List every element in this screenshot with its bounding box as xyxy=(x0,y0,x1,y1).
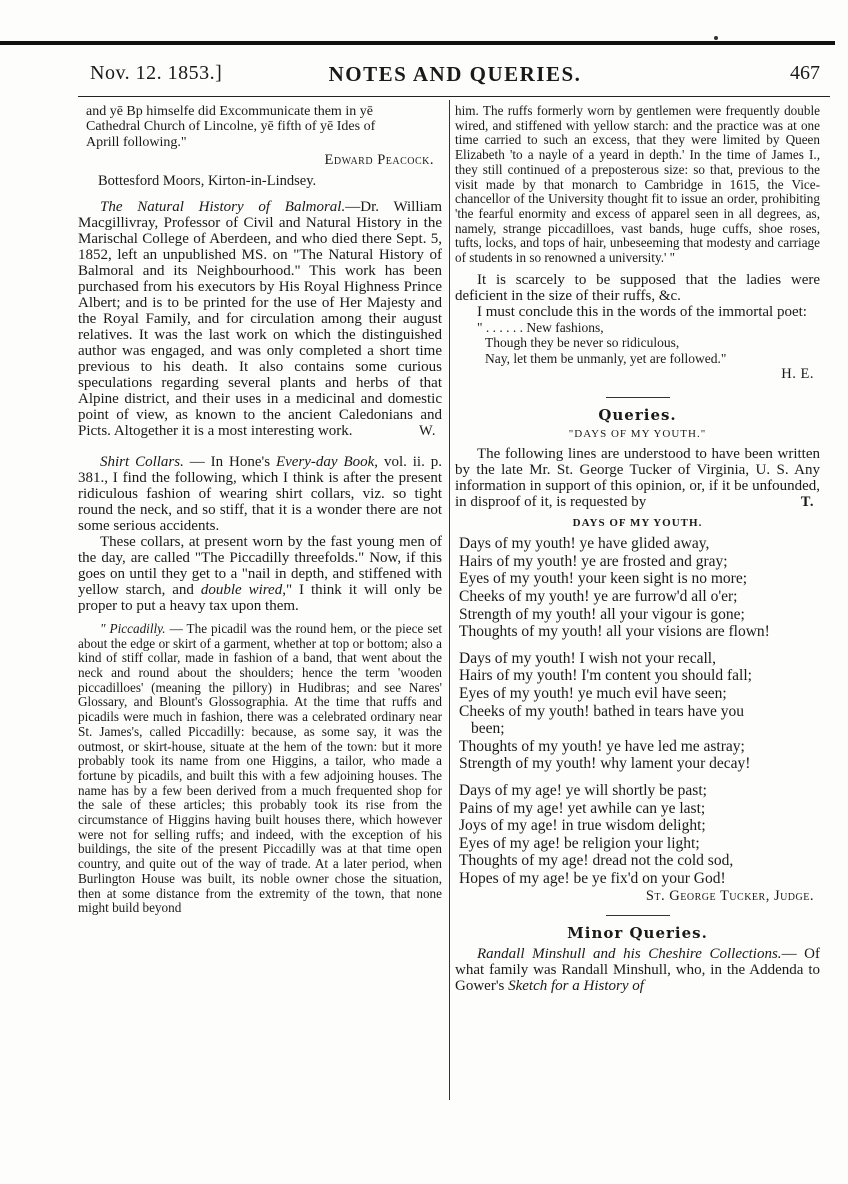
poem-stanza-3 xyxy=(455,782,820,888)
poem-line: Eyes of my age! be religion your light; xyxy=(459,834,700,852)
poem-line: Joys of my age! in true wisdom delight; xyxy=(459,817,706,835)
shirt-text-b: , vol. ii. p. 381., I find the following, which I think is after the present ridiculous fashion of wearing shirt collars, viz. so tight round the neck, and so stiff, that it is a wonder there are not some serious accidents. xyxy=(78,453,442,534)
poem-line: Eyes of my youth! ye much evil have seen; xyxy=(459,684,727,702)
poet-quote-line: Nay, let them be unmanly, yet are followed." xyxy=(485,350,727,366)
signature-w: W. xyxy=(419,422,436,439)
shirt-p2-b: ," I think it will only be proper to put a heavy tax upon them. xyxy=(78,581,442,614)
minor-queries-heading: Minor Queries. xyxy=(567,923,708,942)
poem-line: Strength of my youth! all your vigour is gone; xyxy=(459,605,745,623)
poem-line: Hairs of my youth! I'm content you should fall; xyxy=(459,667,752,685)
poem-line: Cheeks of my youth! ye are furrow'd all o'er; xyxy=(459,588,738,606)
intro-line: and yē Bp himselfe did Excommunicate them in yē xyxy=(86,104,373,119)
top-rule xyxy=(0,41,835,45)
queries-heading: Queries. xyxy=(598,406,677,425)
journal-title: NOTES AND QUERIES. xyxy=(328,62,582,86)
poet-quote-line: " . . . . . . New fashions, xyxy=(477,319,604,335)
piccadilly-text: — The picadil was the round hem, or the piece set about the edge or skirt of a garment, whether at top or bottom; also a kind of stiff collar, made in fashion of a band, that went about the neck and round about the shoulders; hence the term 'wooden piccadilloes' (meaning the pillory) in Hudibras; and see Nares' Glossary, and Blount's Glossographia. At the time that ruffs and picadils were much in fashion, there was a celebrated ordinary near St. James's, called Piccadilly: because, as some say, it was the outmost, or skirt-house, situate at the hem of the town: but it more probably took its name from one Higgins, a tailor, who made a fortune by picadils, and built this with a few adjoining houses. The name has by a few been derived from a much frequented shop for the sale of these articles; this probably took its rise from the circumstance of Higgins having built houses there, which however were not for selling ruffs; and indeed, with the exception of his buildings, the site of the present Piccadilly was at that time open country, and quite out of the way of trade. At a later period, when Burlington House was built, its noble owner chose the situation, then at some distance from the extremity of the town, that none might build beyond xyxy=(78,620,442,916)
right-column xyxy=(455,104,820,1104)
header-rule xyxy=(78,96,830,97)
shirt-book: Every-day Book xyxy=(275,453,375,470)
poem-line: Days of my youth! I wish not your recall, xyxy=(459,649,716,667)
randall-text: — Of what family was Randall Minshull, who, in the Addenda to Gower's xyxy=(455,945,820,994)
poem-line: Strength of my youth! why lament your decay! xyxy=(459,755,751,773)
page-header xyxy=(90,62,820,88)
page-number: 467 xyxy=(790,62,820,84)
poem-line: Hairs of my youth! ye are frosted and gray; xyxy=(459,552,728,570)
balmoral-title: The Natural History of Balmoral. xyxy=(100,198,346,215)
poem-line: Days of my age! ye will shortly be past; xyxy=(459,781,707,799)
poem-line: Pains of my age! yet awhile can ye last; xyxy=(459,799,706,817)
shirt-collars-paragraph xyxy=(78,454,442,534)
days-heading: "DAYS OF MY YOUTH." xyxy=(568,428,707,441)
shirt-collars-paragraph-2 xyxy=(78,534,442,614)
column-divider xyxy=(449,100,450,1100)
shirt-title: Shirt Collars. xyxy=(100,453,184,470)
header-date: Nov. 12. 1853.] xyxy=(90,62,223,84)
shirt-text-a: — In Hone's xyxy=(183,453,276,470)
piccadilly-title: " Piccadilly. xyxy=(100,620,166,636)
poem-line: Cheeks of my youth! bathed in tears have you xyxy=(459,702,744,720)
balmoral-paragraph xyxy=(78,199,442,439)
poem-stanza-1 xyxy=(455,535,820,641)
place-bottesford: Bottesford Moors, Kirton-in-Lindsey. xyxy=(98,172,317,189)
continued-quote: him. The ruffs formerly worn by gentlemen were frequently double wired, and stiffened with yellow starch: and the practice was at one time carried to such an excess, that they were limited by Queen Elizabeth 'to a nayle of a yeard in depth.' In the time of James I., they still continued of a preposterous size: so that, previous to the visit made by that monarch to Cambridge in 1615, the Vice-chancellor of the University thought fit to issue an order, prohibiting 'the fearful enormity and excess of apparel seen in all degrees, as, namely, strange piccadilloes, vast bands, huge cuffs, shoe roses, tufts, locks, and tops of hair, unbeseeming that modesty and carriage of students in so renowned a university.' " xyxy=(455,104,820,266)
poem-line: Thoughts of my youth! ye have led me astray; xyxy=(459,737,745,755)
intro-line: Aprill following." xyxy=(86,134,187,150)
signature-peacock: Edward Peacock. xyxy=(324,151,434,168)
randall-book: Sketch for a History of xyxy=(508,977,644,994)
poem-line: Eyes of my youth! your keen sight is no more; xyxy=(459,570,747,588)
left-column xyxy=(78,104,442,1104)
piccadilly-quote xyxy=(78,622,442,916)
poem-line: Days of my youth! ye have glided away, xyxy=(459,535,710,553)
balmoral-text: —Dr. William Macgillivray, Professor of Civil and Natural History in the Marischal College of Aberdeen, and who died there Sept. 5, 1852, left an unpublished MS. on "The Natural History of Balmoral and its Neighbourhood." This work has been purchased from his executors by His Royal Highness Prince Albert; and is to be printed for the use of Her Majesty and the Royal Family, and for circulation among their august relatives. It was the last work on which the distinguished author was engaged, and was only completed a short time previous to his death. It also contains some curious speculations regarding several plants and herbs of that Alpine district, and their uses in a medicinal and domestic point of view, as known to the ancient Caledonians and Picts. Altogether it is a most interesting work. xyxy=(78,198,442,439)
poet-quote-line: Though they be never so ridiculous, xyxy=(485,335,680,351)
shirt-p2-a: These collars, at present worn by the fast young men of the day, are called "The Piccadilly threefolds." Now, if this goes on until they get to a "nail in depth, and stiffened with yellow starch, and xyxy=(78,533,442,598)
poem-line: Thoughts of my youth! all your visions are flown! xyxy=(459,623,770,641)
poem-line: been; xyxy=(471,720,505,738)
section-separator xyxy=(606,397,670,398)
days-intro: The following lines are understood to have been written by the late Mr. St. George Tucker of Virginia, U. S. Any information in support of this opinion, or, if it be unfounded, in disproof of it, is requested by xyxy=(455,446,820,511)
ladies-paragraph: It is scarcely to be supposed that the ladies were deficient in the size of their ruffs, &c. xyxy=(455,271,820,304)
signature-he: H. E. xyxy=(781,366,814,383)
poem-stanza-2 xyxy=(455,650,820,773)
poem-title: DAYS OF MY YOUTH. xyxy=(572,517,703,530)
conclude-paragraph: I must conclude this in the words of the immortal poet: xyxy=(477,303,807,320)
signature-t: T. xyxy=(800,494,814,511)
randall-paragraph xyxy=(455,946,820,994)
ink-dot xyxy=(714,36,718,40)
poem-line: Hopes of my age! be ye fix'd on your God! xyxy=(459,869,726,887)
shirt-p2-italic: double wired xyxy=(200,581,283,598)
section-separator xyxy=(606,915,670,916)
randall-title: Randall Minshull and his Cheshire Collections. xyxy=(477,945,782,962)
poem-line: Thoughts of my age! dread not the cold sod, xyxy=(459,852,734,870)
signature-tucker: St. George Tucker, Judge. xyxy=(645,887,814,904)
intro-line: Cathedral Church of Lincolne, yē fifth of yē Ides of xyxy=(86,119,376,135)
